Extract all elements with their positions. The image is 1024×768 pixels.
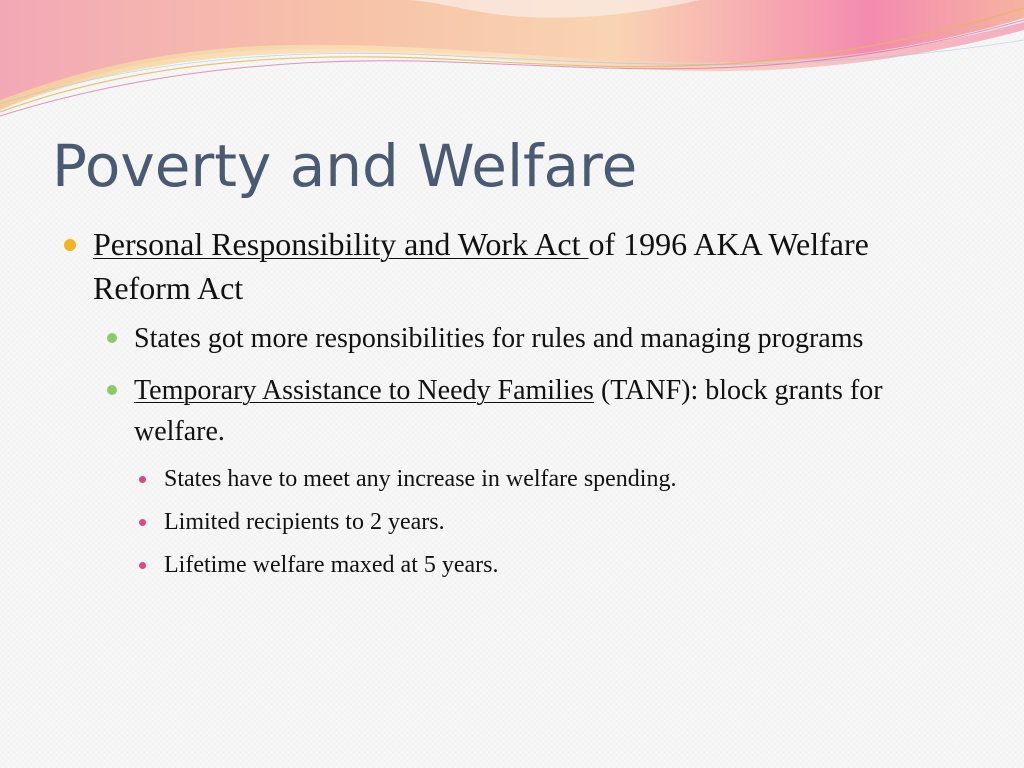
bullet-dot-icon (64, 239, 76, 251)
bullet-item-level3 (164, 462, 964, 496)
slide-content (0, 222, 1024, 582)
bullet-text: States have to meet any increase in welfare spending. (164, 466, 677, 492)
bullet-item-level2 (134, 318, 974, 359)
bullet-item-level2 (134, 370, 974, 452)
bullet-item-level1 (93, 222, 953, 310)
bullet-text: of 1996 AKA Welfare Reform Act (93, 226, 869, 306)
bullet-text: States got more responsibilities for rules and managing programs (134, 323, 864, 354)
bullet-dot-icon (139, 519, 146, 526)
tanf-link[interactable]: Temporary Assistance to Needy Families (134, 375, 594, 406)
bullet-item-level3 (164, 548, 964, 582)
bullet-text: Limited recipients to 2 years. (164, 509, 445, 535)
header-wave-decoration (0, 0, 1024, 130)
bullet-text: (TANF): block grants for welfare. (134, 375, 883, 447)
act-link[interactable]: Personal Responsibility and Work Act (93, 226, 589, 262)
bullet-dot-icon (107, 333, 117, 343)
bullet-item-level3 (164, 505, 964, 539)
bullet-dot-icon (107, 385, 117, 395)
bullet-text: Lifetime welfare maxed at 5 years. (164, 552, 499, 578)
slide-title: Poverty and Welfare (52, 132, 638, 200)
bullet-dot-icon (139, 476, 146, 483)
bullet-dot-icon (139, 562, 146, 569)
